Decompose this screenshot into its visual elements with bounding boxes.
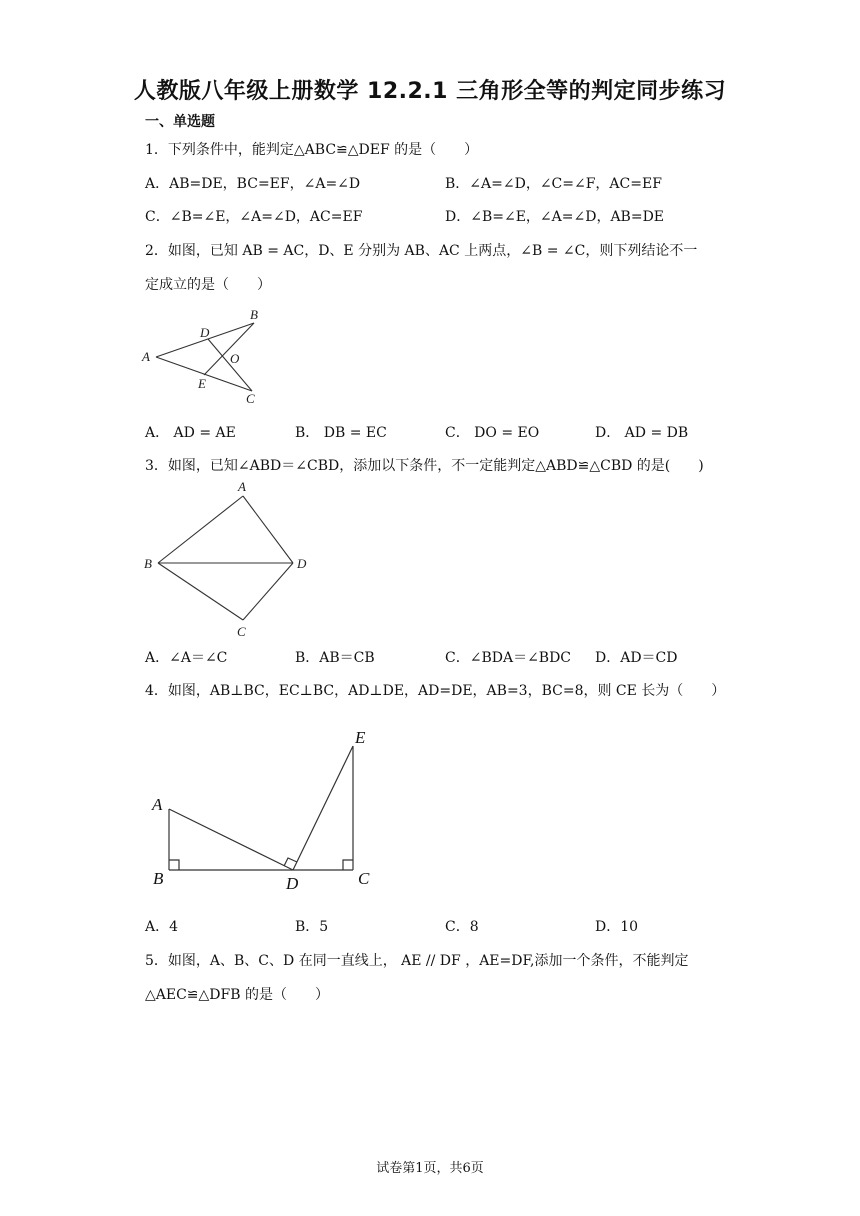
- q5-stem-line1: 5．如图，A、B、C、D 在同一直线上， AE // DF ，AE=DF,添加一个条件，不能判定: [145, 953, 689, 969]
- q2-label-b: B: [250, 307, 258, 322]
- q2-stem-line1: 2．如图，已知 AB = AC，D、E 分别为 AB、AC 上两点，∠B = ∠C，则下列结论不一: [145, 243, 698, 259]
- q1-option-a: A．AB=DE，BC=EF，∠A=∠D: [145, 176, 361, 192]
- q2-option-d: D． AD = DB: [595, 425, 689, 441]
- q3-figure: [140, 478, 320, 643]
- q2-label-d: D: [200, 325, 210, 340]
- q2-option-b: B． DB = EC: [295, 425, 387, 441]
- section-heading: 一、单选题: [145, 114, 215, 130]
- q3-label-b: B: [144, 556, 152, 571]
- q2-option-a: A． AD = AE: [145, 425, 236, 441]
- q2-label-o: O: [230, 351, 240, 366]
- q2-figure: [140, 305, 280, 410]
- q1-stem: 1．下列条件中，能判定△ABC≌△DEF 的是（ ）: [145, 142, 479, 158]
- q5-stem-line2: △AEC≌△DFB 的是（ ）: [145, 987, 329, 1003]
- q3-label-a: A: [238, 479, 246, 494]
- q3-stem: 3．如图，已知∠ABD＝∠CBD，添加以下条件，不一定能判定△ABD≌△CBD 的是( ): [145, 458, 704, 474]
- q2-stem-line2: 定成立的是（ ）: [145, 277, 271, 293]
- q4-label-c: C: [358, 869, 370, 888]
- q2-label-c: C: [246, 391, 255, 406]
- q4-option-b: B．5: [295, 919, 329, 935]
- q4-label-e: E: [355, 728, 366, 747]
- q4-option-d: D．10: [595, 919, 639, 935]
- page-footer: 试卷第1页，共6页: [376, 1161, 484, 1176]
- q4-figure: [140, 722, 390, 894]
- q3-option-a: A．∠A＝∠C: [145, 650, 228, 666]
- q4-label-d: D: [286, 874, 299, 893]
- q2-label-e: E: [198, 376, 206, 391]
- q2-label-a: A: [142, 349, 150, 364]
- q1-option-b: B．∠A=∠D，∠C=∠F，AC=EF: [445, 176, 662, 192]
- page-title: 人教版八年级上册数学 12.2.1 三角形全等的判定同步练习: [133, 79, 727, 104]
- q4-label-b: B: [153, 869, 164, 888]
- q3-label-c: C: [237, 624, 246, 639]
- q3-option-d: D．AD＝CD: [595, 650, 678, 666]
- q1-option-d: D．∠B=∠E，∠A=∠D，AB=DE: [445, 209, 665, 225]
- q2-option-c: C． DO = EO: [445, 425, 540, 441]
- q4-label-a: A: [152, 795, 163, 814]
- q1-option-c: C．∠B=∠E，∠A=∠D，AC=EF: [145, 209, 363, 225]
- q3-label-d: D: [297, 556, 307, 571]
- q3-option-c: C．∠BDA＝∠BDC: [445, 650, 572, 666]
- q4-option-a: A．4: [145, 919, 179, 935]
- q4-stem: 4．如图，AB⊥BC，EC⊥BC，AD⊥DE，AD=DE，AB=3，BC=8，则 CE 长为（ ）: [145, 683, 726, 699]
- q4-option-c: C．8: [445, 919, 479, 935]
- q3-option-b: B．AB＝CB: [295, 650, 375, 666]
